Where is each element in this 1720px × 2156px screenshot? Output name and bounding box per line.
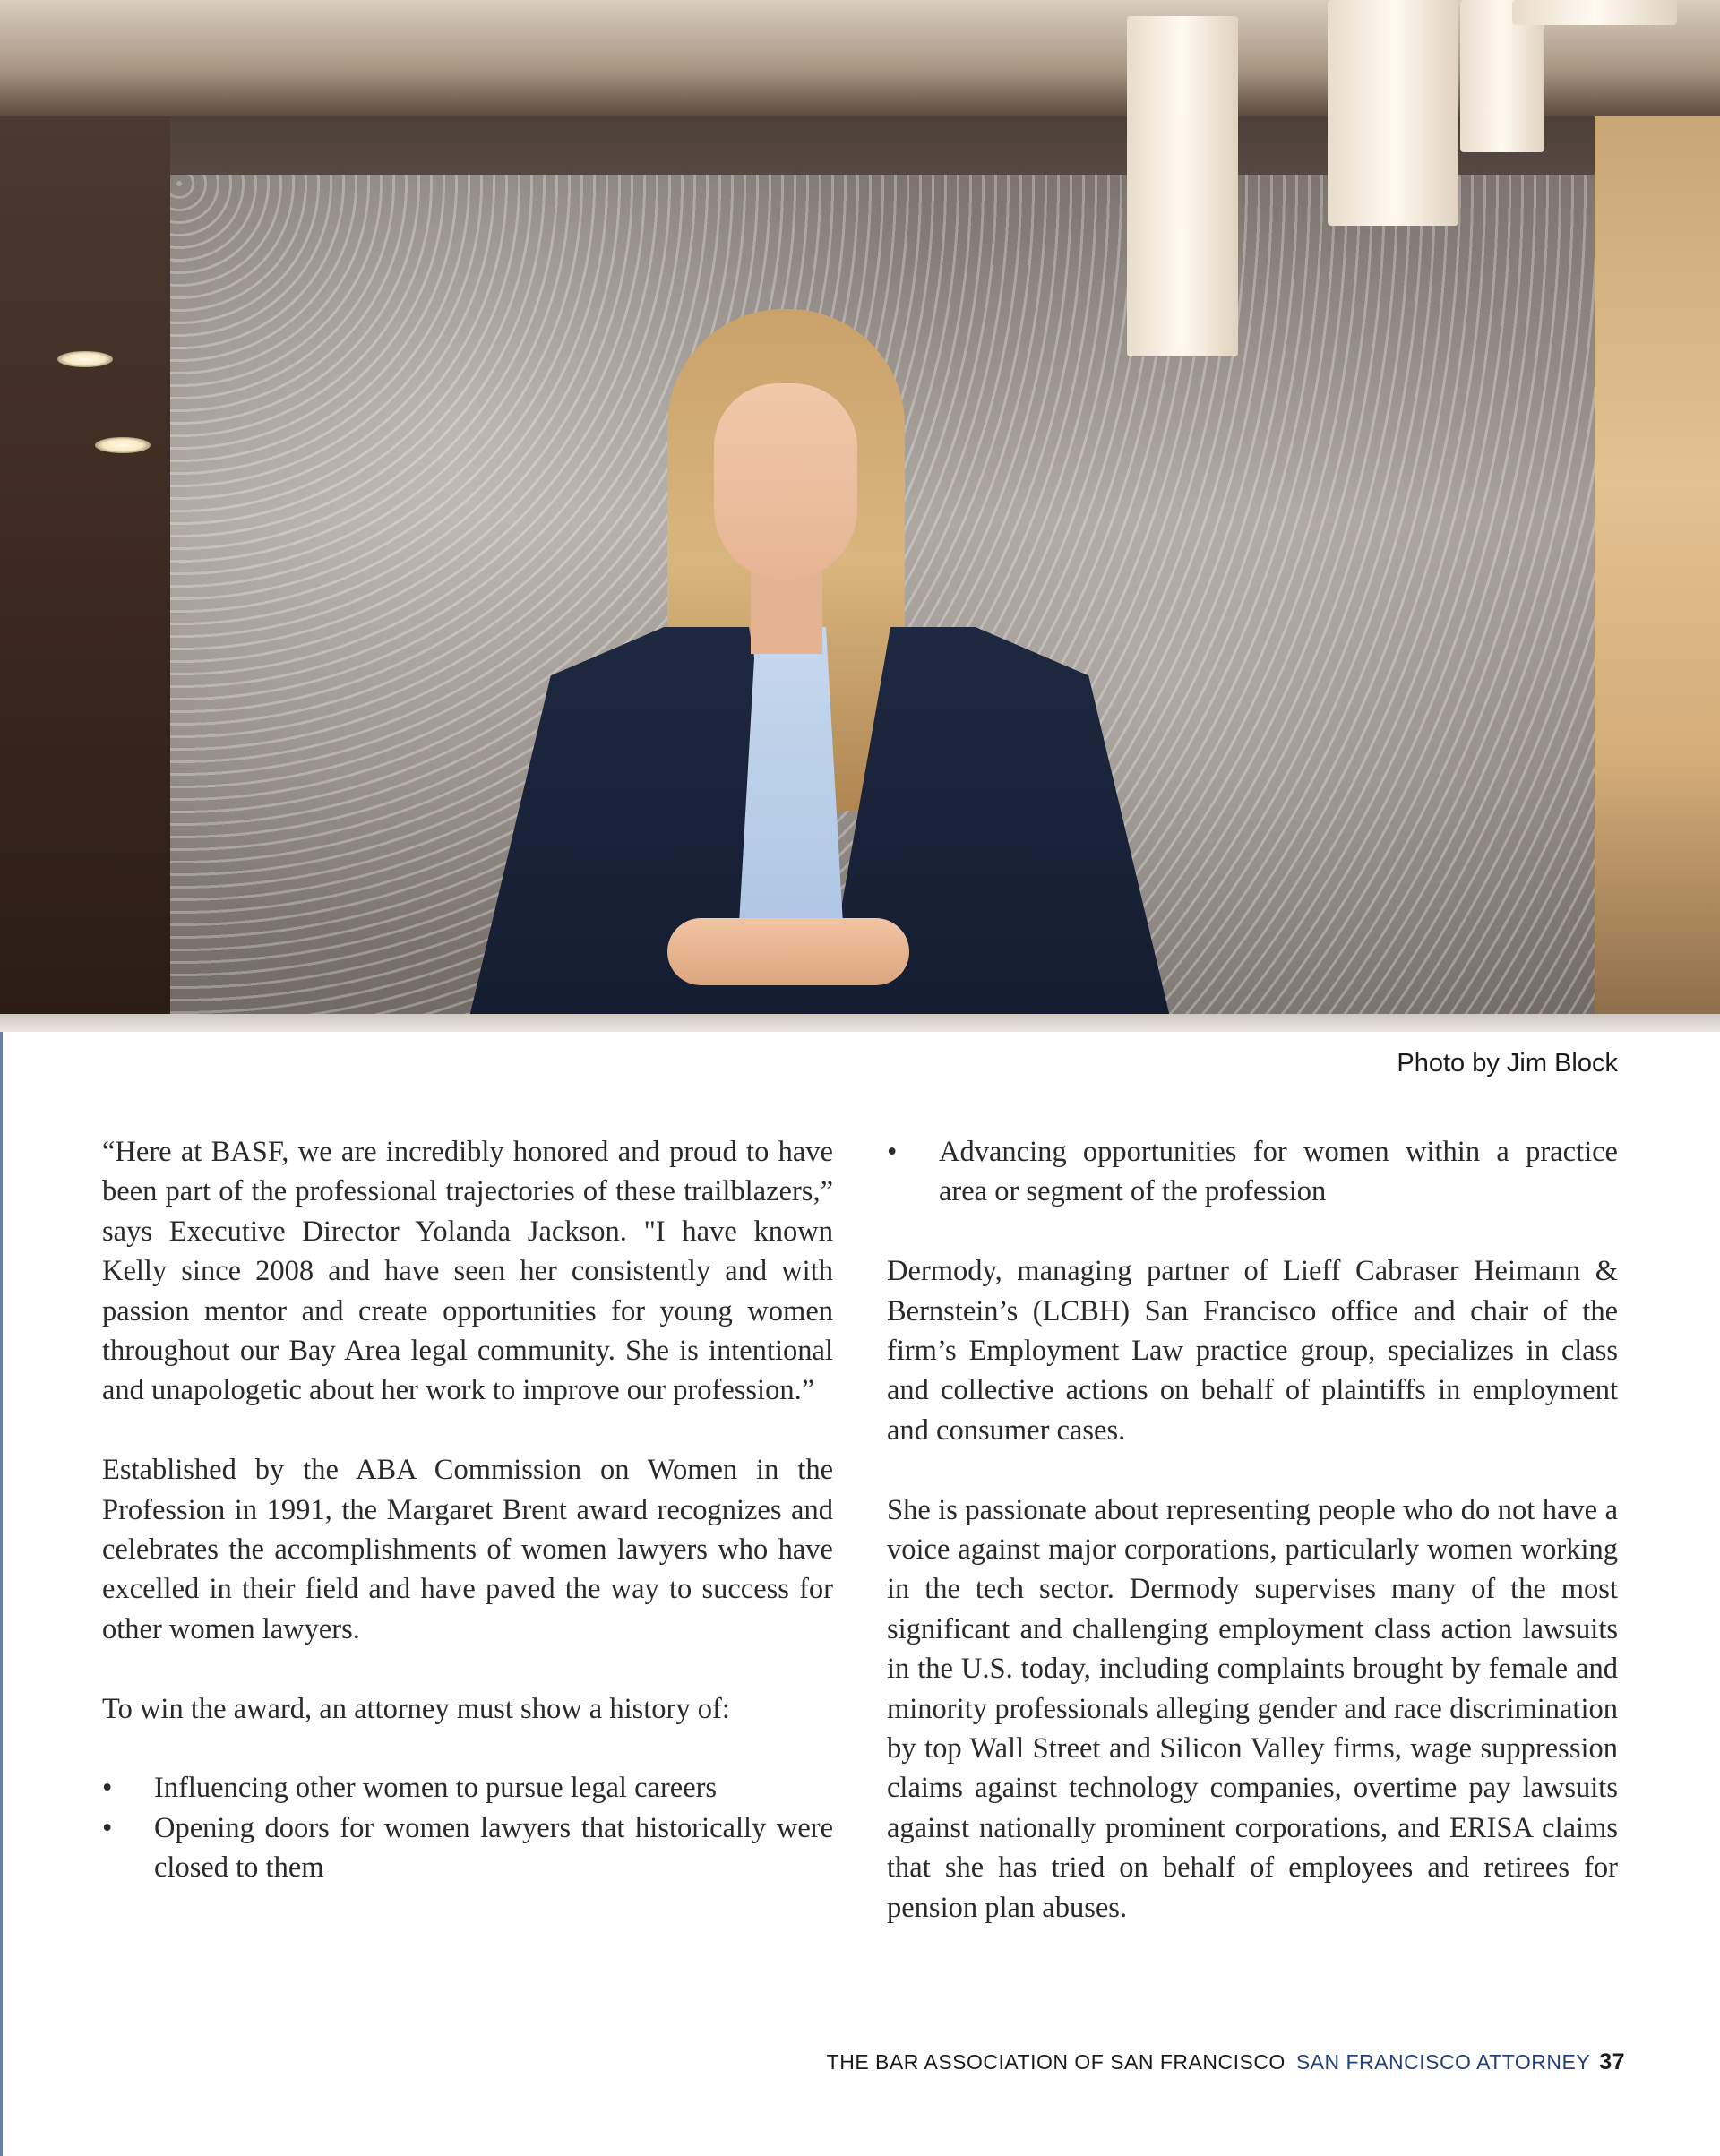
pendant-lamp	[1512, 0, 1677, 25]
passion-paragraph: She is passionate about representing people who do not have a voice against major corporations, particularly women working in the tech sector. Dermody supervises many of the most significant and challenging employment class action lawsuits in the U.S. today, including complaints brought by female and minority professionals alleging gender and race discrimination by top Wall Street and Silicon Valley firms, wage suppression claims against technology companies, overtime pay lawsuits against nationally prominent corporations, and ERISA claims that she has tried on behalf of employees and retirees for pension plan abuses.	[887, 1493, 1618, 1924]
photo-credit: Photo by Jim Block	[1397, 1049, 1618, 1078]
list-item: • Advancing opportunities for women within a practice area or segment of the profession	[887, 1132, 1618, 1212]
portrait-photo	[0, 0, 1720, 1032]
pendant-lamp	[1328, 0, 1458, 226]
photo-counter	[0, 1014, 1720, 1032]
photo-wall-left	[0, 116, 170, 1032]
person-face	[714, 383, 857, 580]
award-paragraph: Established by the ABA Commission on Women in the Profession in 1991, the Margaret Brent award recognizes and celebrates the accomplishments of women lawyers who have excelled in their field and have paved the way to success for other women lawyers.	[102, 1454, 833, 1645]
ceiling-downlight	[95, 437, 150, 453]
page-footer	[827, 2049, 1625, 2075]
list-item: • Opening doors for women lawyers that historically were closed to them	[102, 1808, 833, 1888]
criteria-list-continued	[887, 1132, 1618, 1212]
footer-organization: THE BAR ASSOCIATION OF SAN FRANCISCO	[826, 2050, 1286, 2074]
pendant-lamp	[1127, 16, 1238, 356]
dermody-paragraph: Dermody, managing partner of Lieff Cabraser Heimann & Bernstein’s (LCBH) San Francisco office and chair of the firm’s Employment Law practice group, specializes in class and collective actions on behalf of plaintiffs in employment and consumer cases.	[887, 1255, 1618, 1447]
quote-paragraph: “Here at BASF, we are incredibly honored and proud to have been part of the professional trajectories of these trailblazers,” says Executive Director Yolanda Jackson. "I have known Kelly since 2008 and have seen her consistently and with passion mentor and create opportunities for young women throughout our Bay Area legal community. She is intentional and unapologetic about her work to improve our profession.”	[102, 1136, 833, 1407]
criteria-intro: To win the award, an attorney must show a history of:	[102, 1692, 730, 1725]
criteria-list	[102, 1768, 833, 1887]
article-column-right	[887, 1132, 1618, 1967]
article-column-left	[102, 1132, 833, 1928]
page-number: 37	[1599, 2049, 1625, 2074]
photo-wall-right	[1595, 116, 1720, 1032]
ceiling-downlight	[57, 351, 113, 367]
person-hands	[667, 918, 909, 985]
left-margin-rule	[0, 1032, 3, 2156]
footer-magazine: SAN FRANCISCO ATTORNEY	[1295, 2050, 1591, 2074]
list-item: • Influencing other women to pursue legal careers	[102, 1768, 833, 1808]
